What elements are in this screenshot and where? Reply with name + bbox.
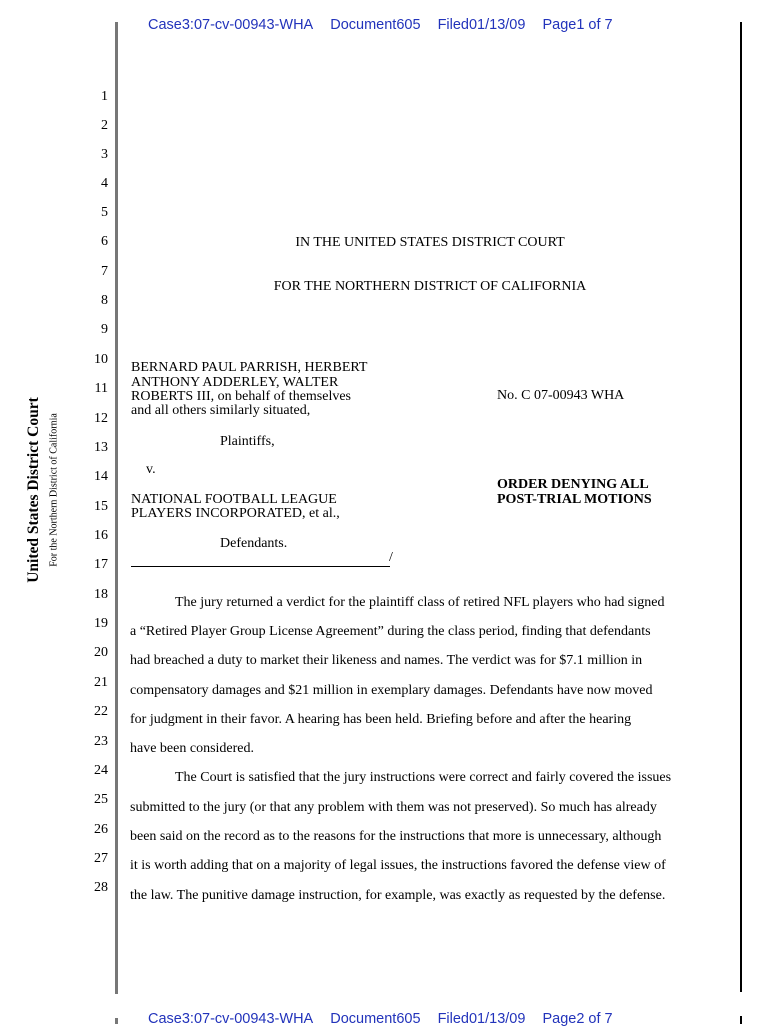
body-line: been said on the record as to the reasons for the instructions that more is unnecessary, although	[130, 829, 662, 844]
right-margin-rule-next	[740, 1016, 742, 1024]
line-number: 3	[101, 147, 108, 162]
right-margin-rule	[740, 22, 742, 992]
body-line: compensatory damages and $21 million in exemplary damages. Defendants have now moved	[130, 683, 653, 698]
line-number: 9	[101, 322, 108, 337]
left-margin-rule-next	[115, 1018, 118, 1024]
body-line: have been considered.	[130, 741, 254, 756]
line-number: 10	[94, 352, 108, 367]
line-number: 1	[101, 89, 108, 104]
line-number: 5	[101, 205, 108, 220]
sidebar-court-name: United States District Court	[25, 397, 42, 583]
line-number: 18	[94, 587, 108, 602]
header-filed-date: Filed01/13/09	[437, 1011, 526, 1027]
header-page: Page2 of 7	[542, 1011, 613, 1027]
line-number: 20	[94, 645, 108, 660]
caption-underline	[131, 566, 390, 567]
line-number: 12	[94, 411, 108, 426]
versus-label: v.	[146, 462, 156, 477]
line-number: 22	[94, 704, 108, 719]
page-header	[148, 17, 626, 33]
line-number: 21	[94, 675, 108, 690]
line-number: 25	[94, 792, 108, 807]
line-number: 27	[94, 851, 108, 866]
body-line: The jury returned a verdict for the plaintiff class of retired NFL players who had signed	[175, 595, 665, 610]
line-number: 2	[101, 118, 108, 133]
line-number: 7	[101, 264, 108, 279]
body-line: for judgment in their favor. A hearing has been held. Briefing before and after the hearing	[130, 712, 632, 727]
line-number: 23	[94, 734, 108, 749]
sidebar-district-name: For the Northern District of California	[48, 413, 60, 567]
header-case-number: Case3:07-cv-00943-WHA	[148, 1011, 314, 1027]
case-number: No. C 07-00943 WHA	[497, 388, 625, 403]
body-line: The Court is satisfied that the jury instructions were correct and fairly covered the issues	[175, 770, 672, 785]
line-number: 17	[94, 557, 108, 572]
header-document: Document605	[330, 1011, 421, 1027]
plaintiffs-line: ANTHONY ADDERLEY, WALTER	[131, 375, 339, 390]
header-page: Page1 of 7	[542, 17, 613, 33]
court-title: IN THE UNITED STATES DISTRICT COURT	[295, 235, 565, 250]
header-filed-date: Filed01/13/09	[437, 17, 526, 33]
order-title-line: ORDER DENYING ALL	[497, 477, 649, 492]
court-district: FOR THE NORTHERN DISTRICT OF CALIFORNIA	[273, 279, 587, 294]
body-line: a “Retired Player Group License Agreement” during the class period, finding that defendants	[130, 624, 651, 639]
line-number: 6	[101, 234, 108, 249]
order-title-line: POST-TRIAL MOTIONS	[497, 492, 652, 507]
defendants-line: NATIONAL FOOTBALL LEAGUE	[131, 492, 337, 507]
plaintiffs-line: and all others similarly situated,	[131, 403, 311, 418]
header-document: Document605	[330, 17, 421, 33]
line-number: 15	[94, 499, 108, 514]
plaintiffs-line: BERNARD PAUL PARRISH, HERBERT	[131, 360, 368, 375]
line-number: 28	[94, 880, 108, 895]
plaintiffs-line: ROBERTS III, on behalf of themselves	[131, 389, 352, 404]
line-number: 4	[101, 176, 108, 191]
body-line: the law. The punitive damage instruction, for example, was exactly as requested by the defense.	[130, 888, 666, 903]
body-line: submitted to the jury (or that any problem with them was not preserved). So much has already	[130, 800, 657, 815]
line-number: 14	[94, 469, 108, 484]
line-number: 16	[94, 528, 108, 543]
line-number: 26	[94, 822, 108, 837]
body-line: it is worth adding that on a majority of legal issues, the instructions favored the defense view of	[130, 858, 666, 873]
defendants-label: Defendants.	[220, 536, 288, 551]
line-number: 11	[94, 381, 108, 396]
next-page-header	[148, 1011, 626, 1027]
plaintiffs-label: Plaintiffs,	[220, 434, 275, 449]
line-number: 24	[94, 763, 108, 778]
defendants-line: PLAYERS INCORPORATED, et al.,	[131, 506, 340, 521]
line-number: 8	[101, 293, 108, 308]
line-number: 13	[94, 440, 108, 455]
left-margin-rule	[115, 22, 118, 994]
header-case-number: Case3:07-cv-00943-WHA	[148, 17, 314, 33]
caption-slash: /	[389, 550, 393, 565]
line-number: 19	[94, 616, 108, 631]
body-line: had breached a duty to market their likeness and names. The verdict was for $7.1 million in	[130, 653, 643, 668]
